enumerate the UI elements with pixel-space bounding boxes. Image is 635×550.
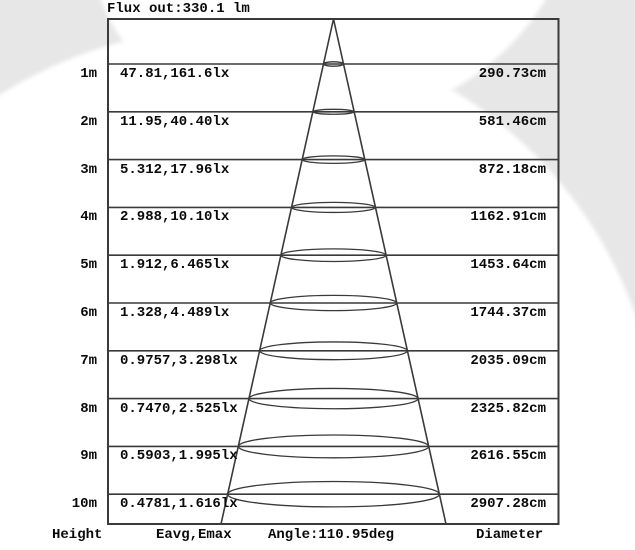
row-eavg-emax-value: 47.81,161.6lx (120, 66, 230, 82)
footer-diameter-label: Diameter (476, 527, 544, 543)
row-height-label: 6m (80, 305, 97, 321)
flux-out-label: Flux out:330.1 lm (107, 1, 250, 17)
row-diameter-value: 1162.91cm (470, 209, 546, 226)
row-eavg-emax-value: 0.4781,1.616lx (120, 496, 238, 513)
footer-eavg-emax-label: Eavg,Emax (156, 527, 232, 543)
row-height-label: 2m (80, 113, 97, 130)
row-diameter-value: 2035.09cm (470, 352, 546, 369)
row-height-label: 10m (71, 496, 97, 513)
row-height-label: 1m (80, 66, 97, 82)
row-eavg-emax-value: 2.988,10.10lx (120, 209, 230, 226)
row-eavg-emax-value: 1.912,6.465lx (120, 257, 230, 274)
row-diameter-value: 1744.37cm (470, 305, 546, 321)
row-height-label: 7m (80, 352, 97, 369)
row-diameter-value: 290.73cm (478, 66, 546, 82)
row-diameter-value: 2325.82cm (470, 400, 546, 417)
row-eavg-emax-value: 0.9757,3.298lx (120, 352, 238, 369)
row-eavg-emax-value: 0.7470,2.525lx (120, 400, 238, 417)
row-eavg-emax-value: 0.5903,1.995lx (120, 448, 238, 465)
row-eavg-emax-value: 11.95,40.40lx (120, 113, 230, 130)
row-height-label: 9m (80, 448, 97, 465)
row-height-label: 3m (80, 161, 97, 178)
row-diameter-value: 581.46cm (478, 113, 546, 130)
row-diameter-value: 872.18cm (478, 161, 546, 178)
row-diameter-value: 1453.64cm (470, 257, 546, 274)
row-height-label: 5m (80, 257, 97, 274)
row-height-label: 4m (80, 209, 97, 226)
row-height-label: 8m (80, 400, 97, 417)
row-eavg-emax-value: 1.328,4.489lx (120, 305, 230, 321)
row-diameter-value: 2907.28cm (470, 496, 546, 513)
row-diameter-value: 2616.55cm (470, 448, 546, 465)
footer-angle-label: Angle:110.95deg (268, 527, 395, 543)
footer-height-label: Height (52, 527, 103, 543)
row-eavg-emax-value: 5.312,17.96lx (120, 161, 230, 178)
